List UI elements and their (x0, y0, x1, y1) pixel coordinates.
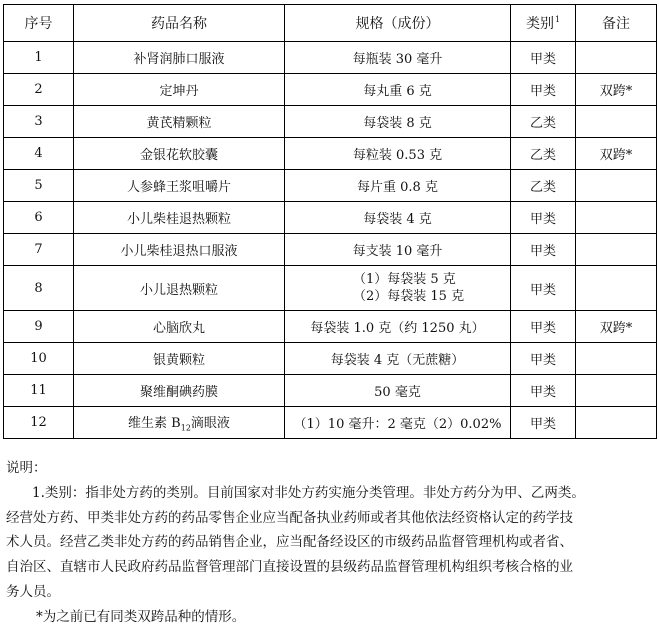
cell-category: 甲类 (511, 42, 576, 74)
cell-category: 乙类 (511, 170, 576, 202)
table-row (4, 170, 657, 202)
header-remark: 备注 (576, 5, 657, 42)
cell-remark (576, 375, 657, 407)
cell-remark (576, 266, 657, 311)
cell-no: 11 (4, 375, 74, 407)
cell-name: 银黄颗粒 (74, 343, 285, 375)
cell-name-subscript: 12 (180, 423, 191, 433)
cell-remark (576, 106, 657, 138)
cell-spec: 每袋装 1.0 克（约 1250 丸） (285, 311, 511, 343)
cell-no: 2 (4, 74, 74, 106)
cell-category: 乙类 (511, 138, 576, 170)
drug-table (3, 4, 657, 439)
cell-name-prefix: 维生素 B (128, 416, 181, 432)
table-row (4, 202, 657, 234)
cell-no: 12 (4, 407, 74, 439)
cell-category: 甲类 (511, 311, 576, 343)
header-no: 序号 (4, 5, 74, 42)
notes-paragraph-line: 术人员。经营乙类非处方药的药品销售企业，应当配备经设区的市级药品监督管理机构或者省、 (6, 534, 573, 551)
notes-paragraph-line: 1.类别：指非处方药的类别。目前国家对非处方药实施分类管理。非处方药分为甲、乙两类。 (32, 484, 585, 501)
table-row (4, 375, 657, 407)
cell-spec: 50 毫克 (285, 375, 511, 407)
cell-name: 金银花软胶囊 (74, 138, 285, 170)
table-row (4, 343, 657, 375)
cell-spec: 每瓶装 30 毫升 (285, 42, 511, 74)
cell-category: 甲类 (511, 234, 576, 266)
cell-no: 6 (4, 202, 74, 234)
table-row (4, 74, 657, 106)
cell-name: 黄芪精颗粒 (74, 106, 285, 138)
header-category-mark: 1 (554, 15, 561, 25)
cell-remark (576, 42, 657, 74)
cell-name-suffix: 滴眼液 (190, 416, 230, 432)
cell-spec-line: （2）每袋装 15 克 (353, 289, 465, 304)
cell-spec: 每片重 0.8 克 (285, 170, 511, 202)
cell-category: 甲类 (511, 266, 576, 311)
cell-spec: 每袋装 8 克 (285, 106, 511, 138)
header-category (511, 5, 576, 42)
table-row (4, 266, 657, 311)
cell-no: 1 (4, 42, 74, 74)
cell-name: 人参蜂王浆咀嚼片 (74, 170, 285, 202)
cell-spec: （1）10 毫升：2 毫克（2）0.02% (285, 407, 511, 439)
cell-category: 甲类 (511, 375, 576, 407)
cell-no: 4 (4, 138, 74, 170)
table-row (4, 311, 657, 343)
cell-no: 5 (4, 170, 74, 202)
cell-remark (576, 407, 657, 439)
cell-name: 小儿柴桂退热口服液 (74, 234, 285, 266)
table-row (4, 234, 657, 266)
cell-spec-line: （1）每袋装 5 克 (353, 272, 456, 287)
notes-footnote: *为之前已有同类双跨品种的情形。 (36, 608, 246, 625)
notes-paragraph-line: 自治区、直辖市人民政府药品监督管理部门直接设置的县级药品监督管理机构组织考核合格的业 (6, 559, 573, 576)
cell-remark (576, 170, 657, 202)
cell-no: 7 (4, 234, 74, 266)
table-row (4, 407, 657, 439)
cell-category: 甲类 (511, 202, 576, 234)
cell-category: 甲类 (511, 74, 576, 106)
cell-name (74, 407, 285, 439)
cell-remark (576, 202, 657, 234)
cell-name: 定坤丹 (74, 74, 285, 106)
cell-no: 3 (4, 106, 74, 138)
cell-remark (576, 234, 657, 266)
notes-section (6, 456, 654, 630)
cell-spec: 每丸重 6 克 (285, 74, 511, 106)
cell-spec: 每袋装 4 克 (285, 202, 511, 234)
cell-spec: 每支装 10 毫升 (285, 234, 511, 266)
table-header (4, 5, 657, 42)
cell-spec (285, 266, 511, 311)
cell-remark: 双跨* (576, 311, 657, 343)
cell-spec: 每袋装 4 克（无蔗糖） (285, 343, 511, 375)
cell-name: 小儿退热颗粒 (74, 266, 285, 311)
table-row (4, 42, 657, 74)
header-name: 药品名称 (74, 5, 285, 42)
header-row (4, 5, 657, 42)
cell-category: 乙类 (511, 106, 576, 138)
cell-no: 9 (4, 311, 74, 343)
cell-no: 10 (4, 343, 74, 375)
header-category-label: 类别 (525, 16, 554, 32)
cell-no: 8 (4, 266, 74, 311)
cell-spec: 每粒装 0.53 克 (285, 138, 511, 170)
cell-remark (576, 343, 657, 375)
cell-name: 心脑欣丸 (74, 311, 285, 343)
table-row (4, 138, 657, 170)
header-spec: 规格（成份） (285, 5, 511, 42)
notes-heading: 说明： (6, 460, 47, 476)
cell-name: 聚维酮碘药膜 (74, 375, 285, 407)
cell-name: 补肾润肺口服液 (74, 42, 285, 74)
cell-remark: 双跨* (576, 74, 657, 106)
notes-paragraph-line: 务人员。 (6, 583, 60, 600)
cell-category: 甲类 (511, 343, 576, 375)
notes-paragraph-line: 经营处方药、甲类非处方药的药品零售企业应当配备执业药师或者其他依法经资格认定的药学技 (6, 509, 573, 526)
table-body (4, 42, 657, 439)
cell-category: 甲类 (511, 407, 576, 439)
table-row (4, 106, 657, 138)
cell-remark: 双跨* (576, 138, 657, 170)
cell-name: 小儿柴桂退热颗粒 (74, 202, 285, 234)
